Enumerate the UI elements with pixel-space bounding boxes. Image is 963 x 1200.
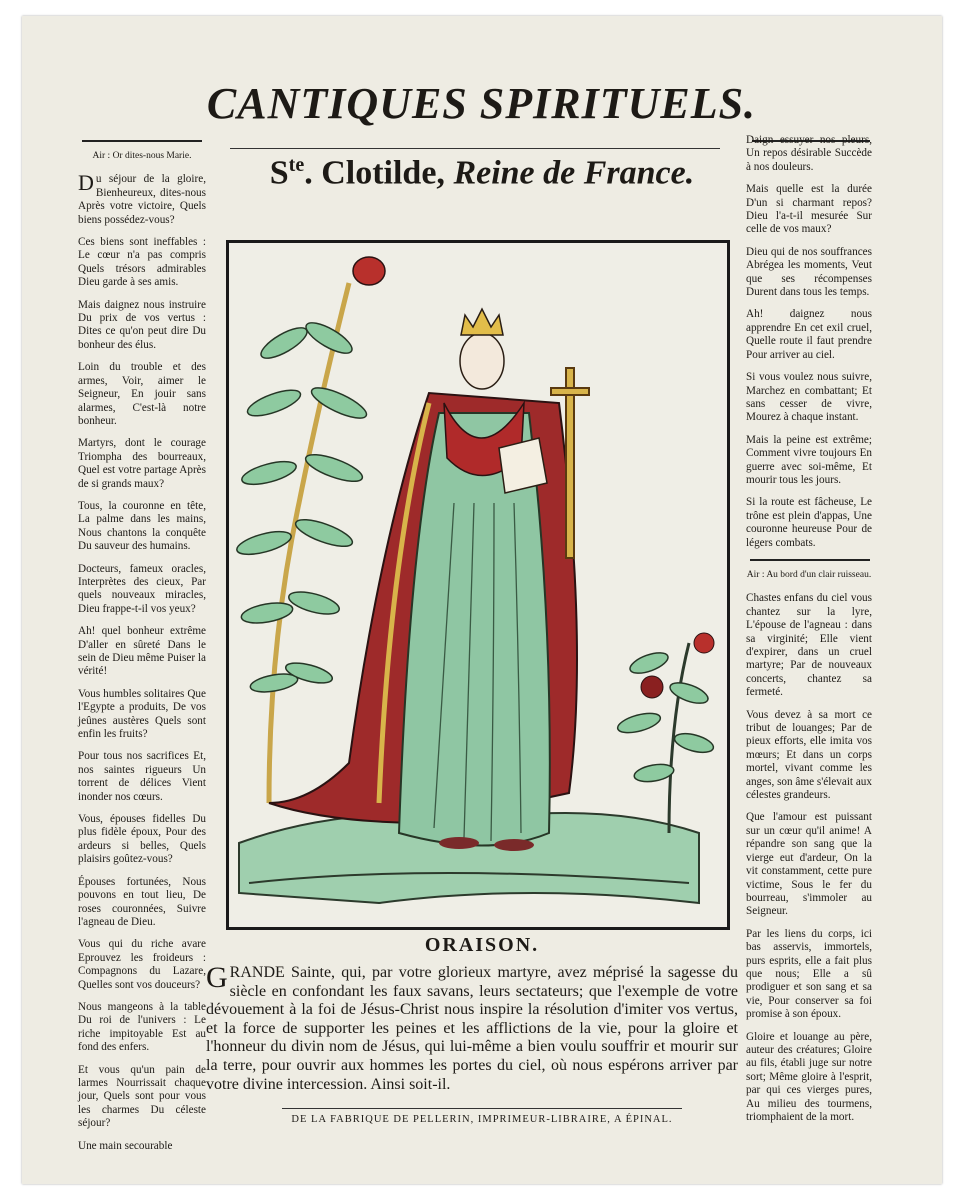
air-label-right: Air : Au bord d'un clair ruisseau.: [746, 569, 872, 580]
stanza: Tous, la couronne en tête, La palme dans les mains, Nous chantons la conquête Du sauveur des humains.: [78, 499, 206, 553]
air-label-left: Air : Or dites-nous Marie.: [92, 151, 192, 161]
stanza: Épouses fortunées, Nous pouvons en tout lieu, De roses couronnées, Suivre l'agneau de Dieu.: [78, 875, 206, 928]
stanza: Ah! daignez nous apprendre En cet exil cruel, Quelle route il faut prendre Pour arriver au ciel.: [746, 308, 872, 361]
right-hymn-column: [746, 134, 872, 1133]
stanza: Une main secourable: [78, 1139, 173, 1152]
stanza: Ces biens sont ineffables : Le cœur n'a pas compris Quels trésors admirables Dieu garde à ses amis.: [78, 236, 206, 289]
title-rule-left: [82, 140, 202, 142]
stanza: Gloire et louange au père, auteur des créatures; Gloire au fils, établi juge sur notre sort; Même gloire à l'esprit, par qui ces vierges pures, Au milieu des tourmens, triomphaient de la mort.: [746, 1030, 872, 1123]
stanza: Si la route est fâcheuse, Le trône est plein d'appas, Une couronne heureuse Pour de légers combats.: [746, 496, 872, 549]
footer-rule: [282, 1108, 682, 1109]
stanza: Vous qui du riche avare Eprouvez les froideurs : Compagnons du Lazare, Quelles sont vos douceurs?: [78, 938, 206, 991]
oraison-title: ORAISON.: [424, 934, 540, 956]
stanza: Vous, épouses fidelles Du plus fidèle époux, Pour des ardeurs si belles, Quels plaisirs goûtez-vous?: [78, 813, 206, 866]
rose-flower-top: [353, 257, 385, 285]
air-rule-right: [750, 559, 870, 561]
subtitle-prefix: S: [269, 154, 289, 192]
page-title: CANTIQUES SPIRITUELS.: [206, 79, 757, 128]
oraison-drop-cap: G: [206, 961, 228, 994]
oraison-prayer: [206, 961, 738, 1094]
stanza: Mais daignez nous instruire Du prix de vos vertus : Dites ce qu'on peut dire Du bonheur des élus.: [78, 298, 206, 351]
crown: [461, 309, 503, 335]
title-rule-center: [230, 148, 720, 149]
tree-leaves: [235, 317, 370, 695]
stanza: Loin du trouble et des armes, Voir, aimer le Seigneur, En jouir sans alarmes, C'est-là notre bonheur.: [78, 361, 206, 427]
stanza: Que l'amour est puissant sur un cœur qu'il anime! A répandre son sang que la vierge eut d'ardeur, On la vit constamment, cette pure victime, Sous le fer du bourreau, s'immoler au Seigneur.: [746, 811, 872, 918]
saint-clotilde-illustration: [226, 240, 730, 930]
stanza: Mais quelle est la durée D'un si charmant repos? Dieu l'a-t-il mesurée Sur celle de vos maux?: [746, 183, 872, 236]
stanza: Chastes enfans du ciel vous chantez sur la lyre, L'épouse de l'agneau : dans sa virginité; Elle vient d'expirer, dans un cruel martyre; Par de nouveaux concerts, chantez sa fermeté.: [746, 592, 872, 699]
stanza: Martyrs, dont le courage Triompha des bourreaux, Quel est votre partage Après de si grands maux?: [78, 437, 206, 490]
stanza: Pour tous nos sacrifices Et, nos saintes rigueurs Un torrent de délices Vient inonder nos cœurs.: [78, 750, 206, 803]
stanza: Mais la peine est extrême; Comment vivre toujours En guerre avec soi-même, Et mourir tous les jours.: [746, 433, 872, 486]
subtitle-italic: Reine de France.: [453, 154, 695, 192]
rose-bush: [616, 633, 716, 833]
oraison-text: RANDE Sainte, qui, par votre glorieux martyre, avez méprisé la sagesse du siècle en confondant les faux savans, leurs sectateurs; que l'exemple de votre dévouement à la foi de Jésus-Christ nous inspire la résolution d'imiter vos vertus, et la force de supporter les peines et les afflictions de la vie, pour la gloire et l'honneur du divin nom de Jésus, qui lui-même a bien voulu souffrir et mourir sur la terre, pour ouvrir aux hommes les portes du ciel, où nous espérons arriver par votre divine intercession. Ainsi soit-il.: [206, 964, 738, 1093]
subtitle-sup: te: [288, 154, 305, 176]
printer-imprint: DE LA FABRIQUE DE PELLERIN, IMPRIMEUR-LIBRAIRE, A ÉPINAL.: [291, 1114, 673, 1125]
stanza: Dieu qui de nos souffrances Abrégea les moments, Veut que ses récompenses Durent dans tous les temps.: [746, 245, 872, 299]
left-hymn-column: [78, 150, 206, 1162]
stanza: Si vous voulez nous suivre, Marchez en combattant; Et sans cesser de vivre, Mourez à chaque instant.: [746, 371, 872, 424]
stanza: [78, 170, 206, 227]
open-book: [499, 438, 547, 493]
saint-feet: [439, 837, 479, 849]
stanza: Daign essuyer nos pleurs, Un repos désirable Succède à nos douleurs.: [746, 134, 872, 173]
stanza: Et vous qu'un pain de larmes Nourrissait chaque jour, Quels sont pour vous les charmes Du céleste séjour?: [78, 1063, 206, 1130]
saint-feet: [494, 839, 534, 851]
subtitle-name: . Clotilde,: [304, 154, 445, 192]
stanza: Docteurs, fameux oracles, Interprètes des cieux, Par quels nouveaux miracles, Dieu frappe-t-il vos yeux?: [78, 562, 206, 615]
drop-cap: D: [78, 170, 94, 196]
stanza: Par les liens du corps, ici bas asservis, immortels, purs esprits, elle a fait plus que nous; Elle a sû prodiguer et son sang et sa vie, Pour conserver sa foi promise à son époux.: [746, 927, 872, 1021]
stanza: Vous devez à sa mort ce tribut de louanges; Par de pieux efforts, elle imita vos mœurs; Et dans un corps mortel, vivant comme les anges, son âme s'élevait aux célestes grandeurs.: [746, 708, 872, 802]
saint-face: [460, 333, 504, 389]
stanza: Vous humbles solitaires Que l'Egypte a produits, De vos jeûnes austères Quels sont enfin les fruits?: [78, 687, 206, 741]
stanza: Ah! quel bonheur extrême D'aller en sûreté Dans le sein de Dieu même Puiser la vérité!: [78, 625, 206, 678]
saint-name-heading: [222, 154, 742, 192]
stanza: Nous mangeons à la table Du roi de l'univers : Le riche impitoyable Est au fond des enfers.: [78, 1000, 206, 1054]
stanza-text: u séjour de la gloire, Bienheureux, dites-nous Après votre victoire, Quels biens possédez-vous?: [78, 173, 206, 226]
